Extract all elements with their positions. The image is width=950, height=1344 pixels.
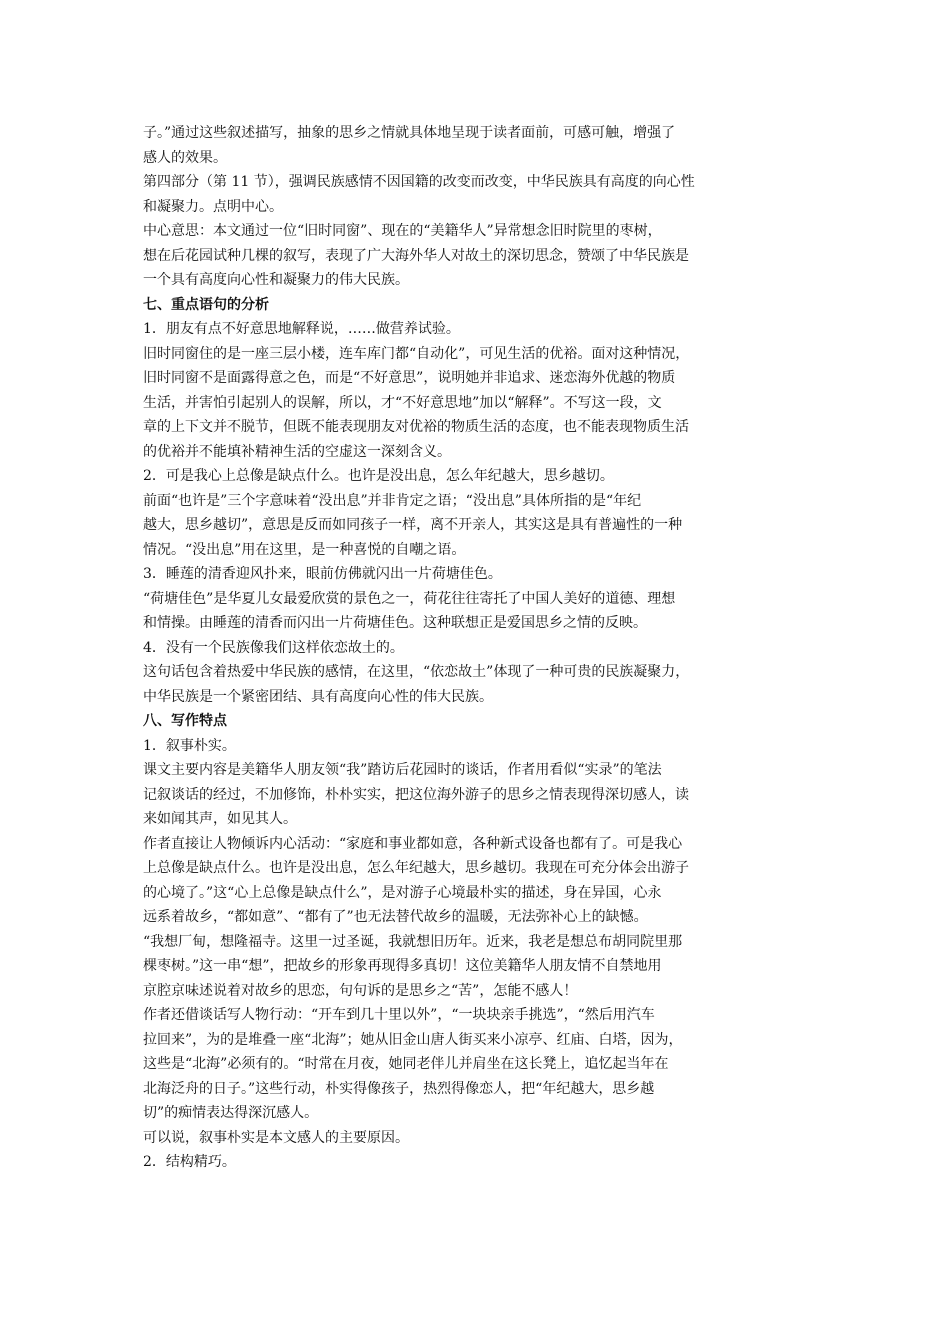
text-line: 这句话包含着热爱中华民族的感情，在这里，“依恋故土”体现了一种可贵的民族凝聚力， [143, 664, 690, 680]
text-line: 上总像是缺点什么。也许是没出息，怎么年纪越大，思乡越切。我现在可充分体会出游子 [143, 860, 689, 876]
text-line: 这些是“北海”必须有的。“时常在月夜，她同老伴儿并肩坐在这长凳上，追忆起当年在 [143, 1056, 669, 1072]
text-line: 旧时同窗不是面露得意之色，而是“不好意思”，说明她并非追求、迷恋海外优越的物质 [143, 370, 676, 386]
text-line: 2．可是我心上总像是缺点什么。也许是没出息，怎么年纪越大，思乡越切。 [143, 468, 614, 484]
text-line: 旧时同窗住的是一座三层小楼，连车库门都“自动化”，可见生活的优裕。面对这种情况， [143, 345, 690, 362]
text-line: 中华民族是一个紧密团结、具有高度向心性的伟大民族。 [143, 688, 493, 705]
text-line: 子。”通过这些叙述描写，抽象的思乡之情就具体地呈现于读者面前，可感可触，增强了 [143, 125, 676, 141]
text-line: 远系着故乡，“都如意”、“都有了”也无法替代故乡的温暖，无法弥补心上的缺憾。 [143, 909, 648, 925]
text-line: 和情操。由睡莲的清香而闪出一片荷塘佳色。这种联想正是爱国思乡之情的反映。 [143, 615, 647, 631]
text-line: 想在后花园试种几棵的叙写，表现了广大海外华人对故土的深切思念，赞颂了中华民族是 [143, 247, 689, 264]
text-line: 章的上下文并不脱节，但既不能表现朋友对优裕的物质生活的态度，也不能表现物质生活 [143, 419, 689, 435]
text-line: 切”的痴情表达得深沉感人。 [143, 1105, 319, 1121]
text-line: 2．结构精巧。 [143, 1154, 236, 1170]
text-line: 1．叙事朴实。 [143, 737, 236, 754]
text-line: 棵枣树。”这一串“想”，把故乡的形象再现得多真切！这位美籍华人朋友情不自禁地用 [143, 958, 662, 974]
text-line: 第四部分（第 11 节），强调民族感情不因国籍的改变而改变，中华民族具有高度的向心性 [143, 174, 695, 190]
text-line: 拉回来”，为的是堆叠一座“北海”；她从旧金山唐人街买来小凉亭、红庙、白塔，因为， [143, 1031, 683, 1048]
text-line: 京腔京味述说着对故乡的思恋，句句诉的是思乡之“苦”，怎能不感人！ [143, 982, 578, 999]
text-line: 前面“也许是”三个字意味着“没出息”并非肯定之语；“没出息”具体所指的是“年纪 [143, 492, 642, 509]
text-line: “我想厂甸，想隆福寺。这里一过圣诞，我就想旧历年。近来，我老是想总布胡同院里那 [143, 933, 683, 950]
section-heading: 七、重点语句的分析 [143, 296, 269, 313]
text-line: 一个具有高度向心性和凝聚力的伟大民族。 [143, 272, 409, 288]
text-line: 课文主要内容是美籍华人朋友领“我”踏访后花园时的谈话，作者用看似“实录”的笔法 [143, 762, 662, 778]
text-line: 情况。“没出息”用在这里，是一种喜悦的自嘲之语。 [143, 541, 466, 558]
text-line: “荷塘佳色”是华夏儿女最爱欣赏的景色之一，荷花往往寄托了中国人美好的道德、理想 [143, 590, 676, 607]
text-line: 4．没有一个民族像我们这样依恋故土的。 [143, 639, 404, 656]
text-line: 作者还借谈话写人物行动：“开车到几十里以外”，“一块块亲手挑选”，“然后用汽车 [143, 1007, 655, 1023]
text-line: 可以说，叙事朴实是本文感人的主要原因。 [143, 1129, 409, 1146]
text-line: 中心意思：本文通过一位“旧时同窗”、现在的“美籍华人”异常想念旧时院里的枣树， [143, 223, 662, 239]
text-line: 记叙谈话的经过，不加修饰，朴朴实实，把这位海外游子的思乡之情表现得深切感人，读 [143, 786, 689, 803]
text-line: 生活，并害怕引起别人的误解，所以，才“不好意思地”加以“解释”。不写这一段，文 [143, 394, 662, 411]
text-line: 感人的效果。 [143, 149, 227, 166]
text-line: 北海泛舟的日子。”这些行动，朴实得像孩子，热烈得像恋人，把“年纪越大，思乡越 [143, 1080, 655, 1097]
text-line: 的心境了。”这“心上总像是缺点什么”，是对游子心境最朴实的描述，身在异国，心永 [143, 884, 662, 901]
text-line: 和凝聚力。点明中心。 [143, 198, 283, 215]
section-heading: 八、写作特点 [143, 713, 227, 729]
text-line: 越大，思乡越切”，意思是反而如同孩子一样，离不开亲人，其实这是具有普遍性的一种 [143, 517, 683, 533]
text-line: 1．朋友有点不好意思地解释说，……做营养试验。 [143, 321, 460, 337]
document-page [143, 121, 807, 1175]
text-line: 3．睡莲的清香迎风扑来，眼前仿佛就闪出一片荷塘佳色。 [143, 566, 502, 582]
text-line: 作者直接让人物倾诉内心活动：“家庭和事业都如意，各种新式设备也都有了。可是我心 [143, 835, 683, 852]
text-line: 来如闻其声，如见其人。 [143, 811, 297, 827]
text-line: 的优裕并不能填补精神生活的空虚这一深刻含义。 [143, 443, 451, 460]
